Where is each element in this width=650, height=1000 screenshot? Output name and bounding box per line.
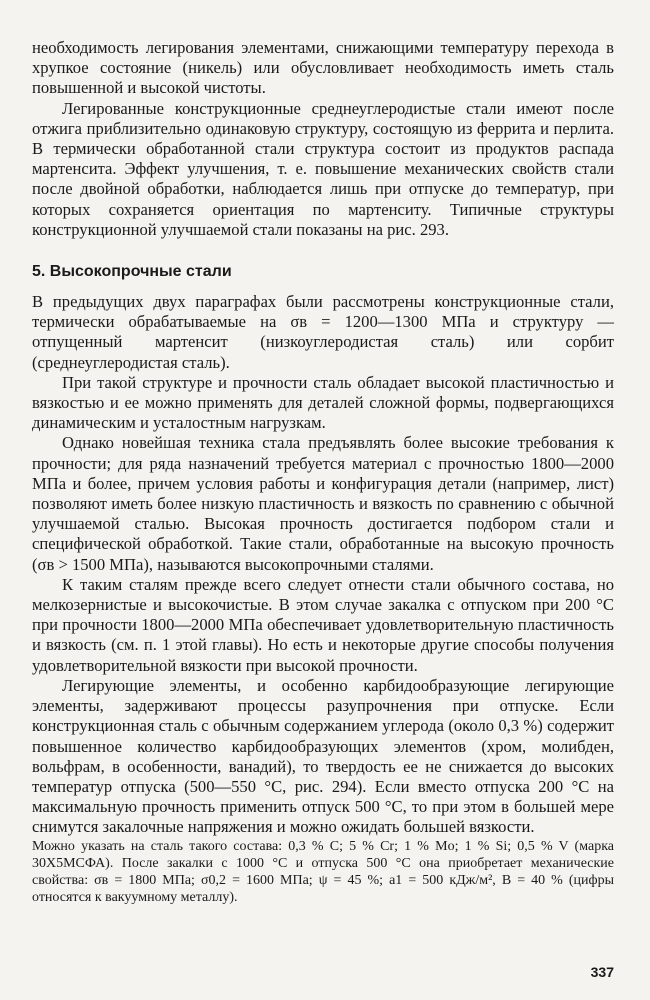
paragraph-alloying-elements: Легирующие элементы, и особенно карбидообразующие легирующие элементы, задерживают процессы разупрочнения при отпуске. Если конструкционная сталь с обычным содержанием углерода (около 0,3 %) содержит повышенное количество карбидообразующих элементов (хром, молибден, вольфрам, в особенности, ванадий), то твердость ее не снижается до высоких температур отпуска (500—550 °С, рис. 294). Если вместо отпуска 200 °С на максимальную прочность применить отпуск 500 °С, то при этом в большей мере снимутся закалочные напряжения и можно ожидать большей вязкости. (32, 675, 614, 837)
paragraph-plasticity: При такой структуре и прочности сталь обладает высокой пластичностью и вязкостью и ее можно применять для деталей сложной формы, подвергающихся динамическим и усталостным нагрузкам. (32, 372, 614, 433)
paragraph-continuation: необходимость легирования элементами, снижающими температуру перехода в хрупкое состояние (никель) или обусловливает необходимость иметь сталь повышенной и высокой чистоты. (32, 38, 614, 98)
page-number: 337 (590, 964, 614, 980)
body-text (32, 38, 614, 906)
paragraph-alloyed-steels: Легированные конструкционные среднеуглеродистые стали имеют после отжига приблизительно одинаковую структуру, состоящую из феррита и перлита. В термически обработанной стали структура состоит из продуктов распада мартенсита. Эффект улучшения, т. е. повышение механических свойств стали после двойной обработки, наблюдается лишь при отпуске до температур, при которых сохраняется ориентация по мартенситу. Типичные структуры конструкционной улучшаемой стали показаны на рис. 293. (32, 98, 614, 239)
footnote: Можно указать на сталь такого состава: 0,3 % С; 5 % Cr; 1 % Mo; 1 % Si; 0,5 % V (марка 30Х5МСФА). После закалки с 1000 °С и отпуска 500 °С она приобретает механические свойства: σв = 1800 МПа; σ0,2 = 1600 МПа; ψ = 45 %; a1 = 500 кДж/м², В = 40 % (цифры относятся к вакуумному металлу). (32, 838, 614, 905)
section-heading: 5. Высокопрочные стали (32, 263, 232, 281)
paragraph-intro: В предыдущих двух параграфах были рассмотрены конструкционные стали, термически обрабатываемые на σв = 1200—1300 МПа и структуру — отпущенный мартенсит (низкоуглеродистая сталь) или сорбит (среднеуглеродистая сталь). (32, 292, 614, 372)
paragraph-requirements: Однако новейшая техника стала предъявлять более высокие требования к прочности; для ряда назначений требуется материал с прочностью 1800—2000 МПа и более, причем условия работы и конфигурация детали (например, лист) позволяют иметь более низкую пластичность и вязкость по сравнению с обычной улучшаемой сталью. Высокая прочность достигается подбором стали и специфической обработкой. Такие стали, обработанные на высокую прочность (σв > 1500 МПа), называются высокопрочными сталями. (32, 433, 614, 574)
paragraph-fine-grained: К таким сталям прежде всего следует отнести стали обычного состава, но мелкозернистые и высокочистые. В этом случае закалка с отпуском при 200 °С при прочности 1800—2000 МПа обеспечивает удовлетворительную пластичность и вязкость (см. п. 1 этой главы). Но есть и некоторые другие способы получения удовлетворительной вязкости при высокой прочности. (32, 574, 614, 675)
